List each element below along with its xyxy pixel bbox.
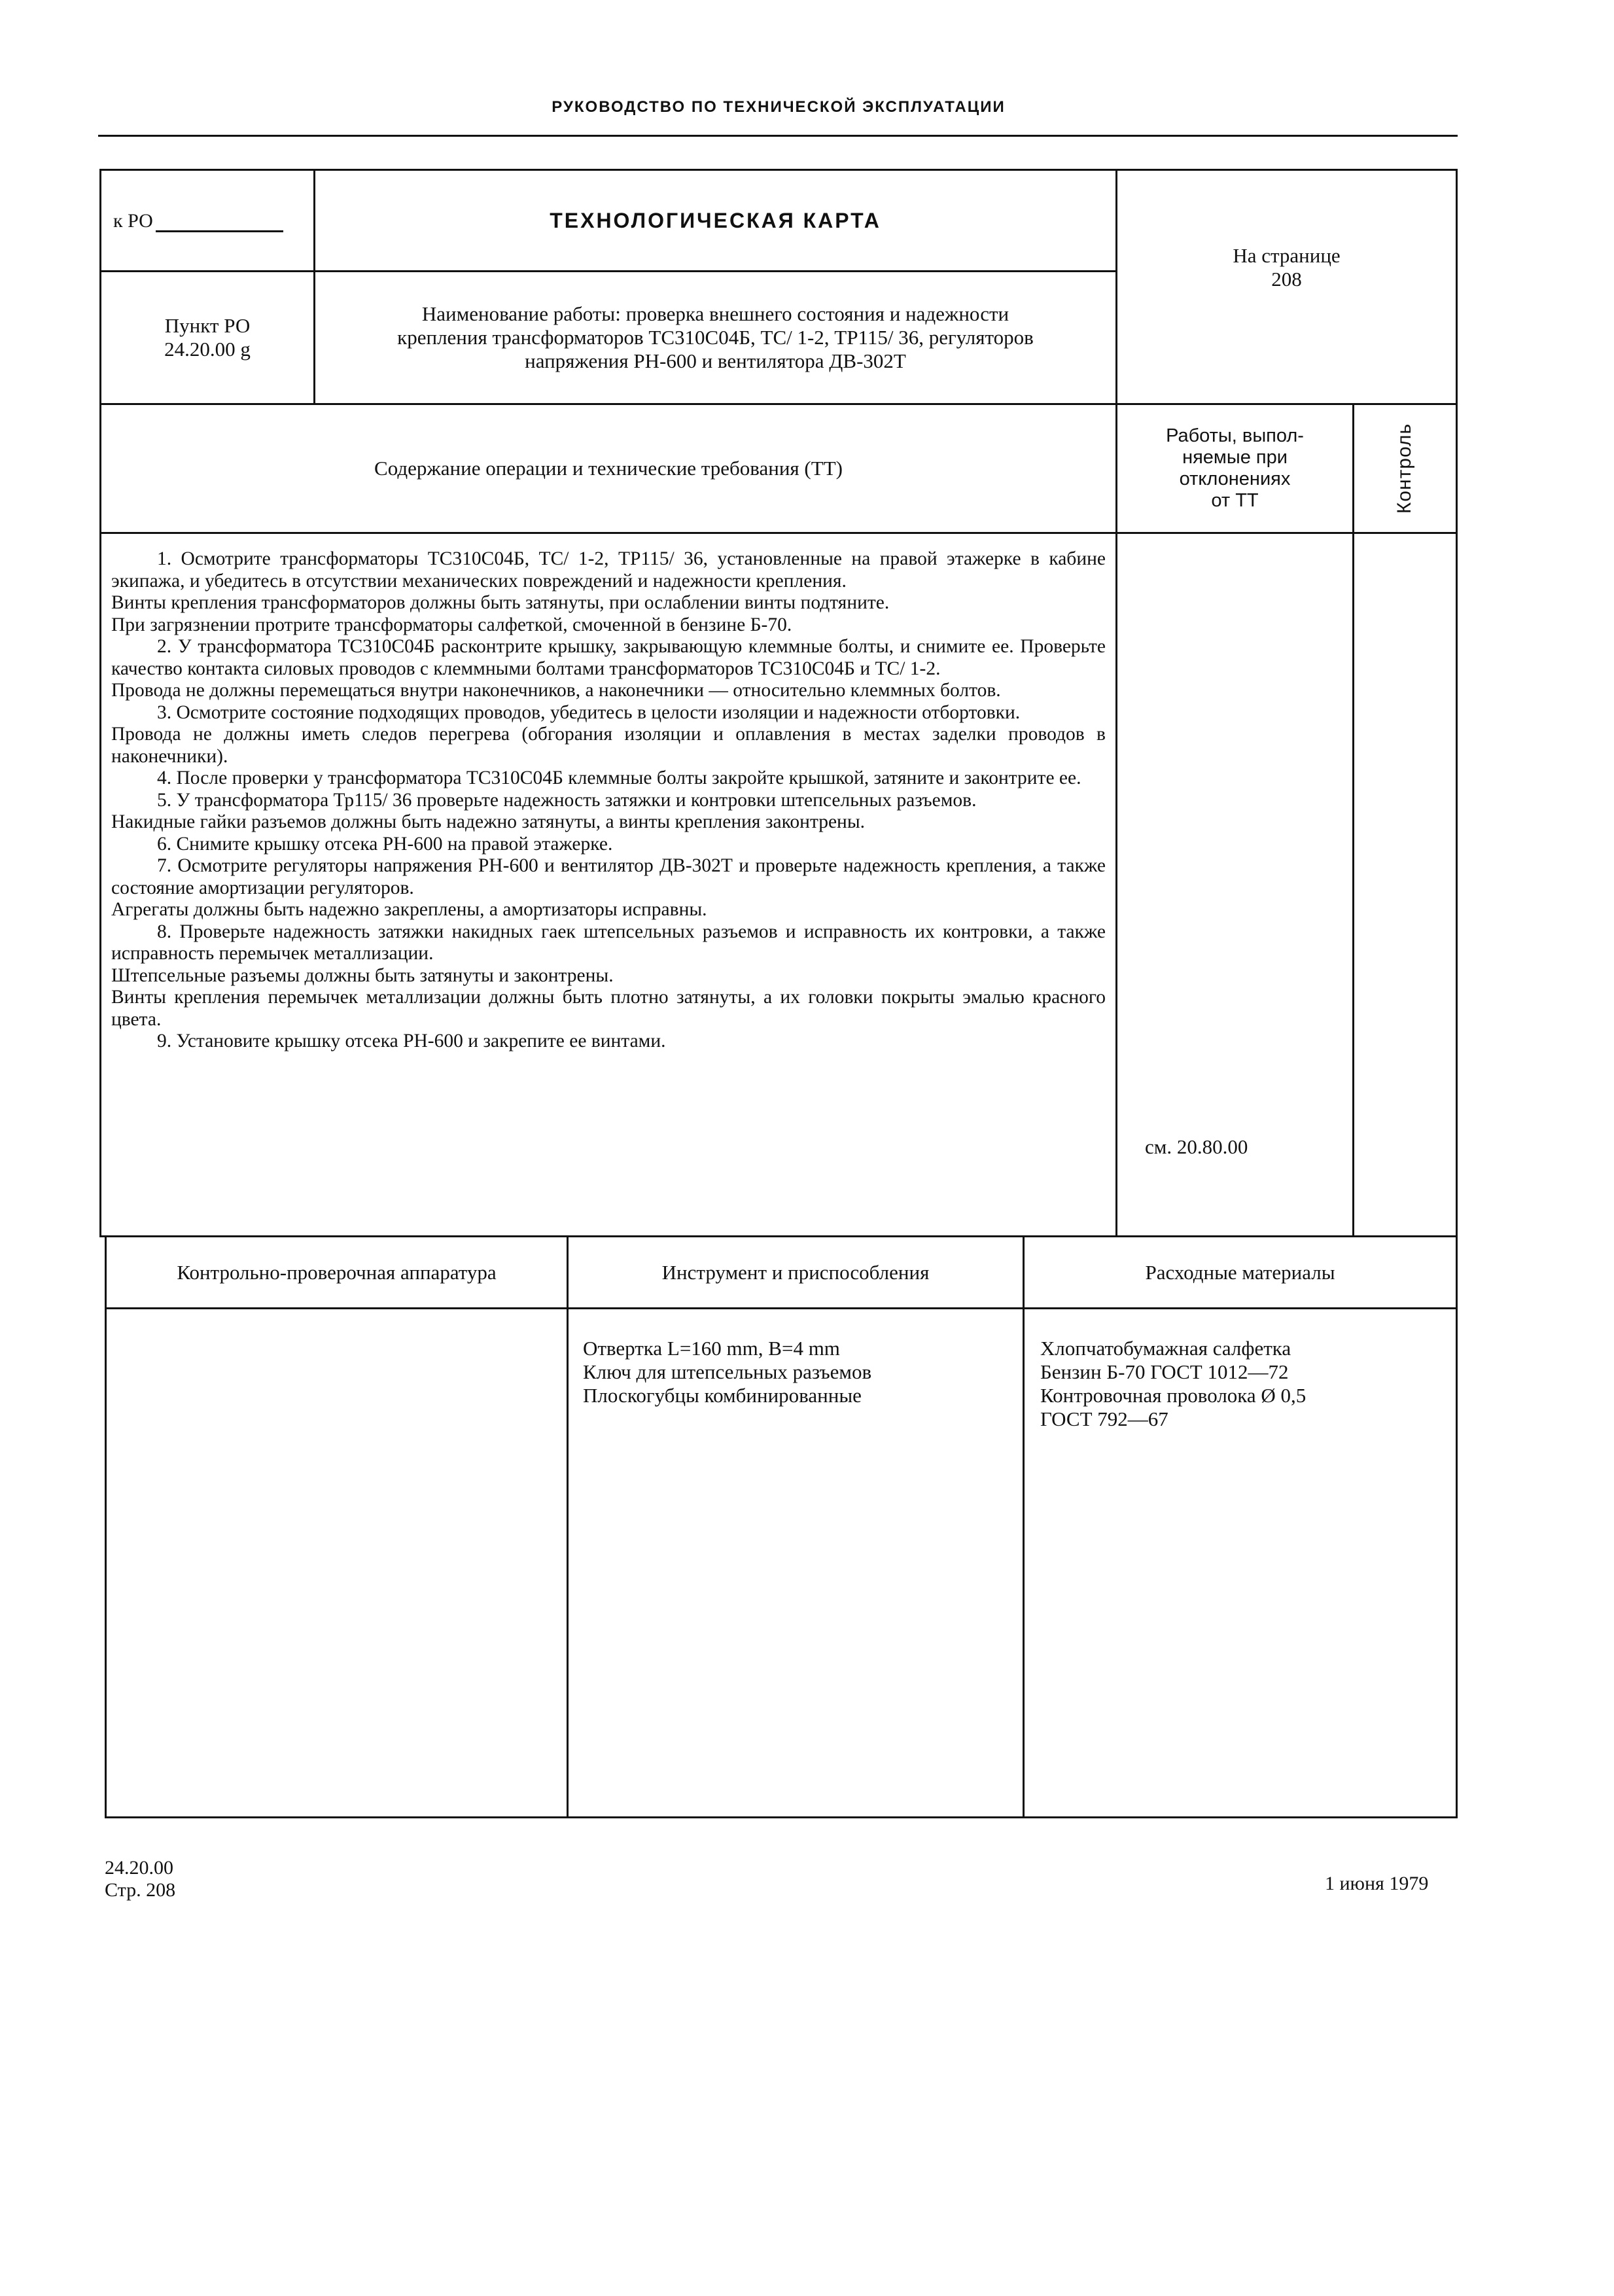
operation-paragraph: 1. Осмотрите трансформаторы ТС310С04Б, ТС/ 1-2, ТР115/ 36, установленные на правой этажерке в кабине экипажа, и убедитесь в отсутствии механических повреждений и надежности крепления. [111, 548, 1106, 592]
deviation-reference: см. 20.80.00 [1145, 1135, 1248, 1158]
footer-page: Стр. 208 [105, 1879, 176, 1901]
materials-header-cell [1023, 1235, 1458, 1309]
materials-header: Расходные материалы [1145, 1260, 1335, 1284]
tools-cell [567, 1307, 1025, 1818]
page-ref-label: На странице [1233, 243, 1341, 267]
operation-paragraph: 8. Проверьте надежность затяжки накидных гаек штепсельных разъемов и исправность их контровки, а также исправность перемычек металлизации. [111, 921, 1106, 964]
tool-item: Отвертка L=160 mm, B=4 mm [583, 1337, 840, 1360]
deviation-header-line: Работы, выпол- [1166, 425, 1304, 446]
deviation-header-line: няемые при [1182, 447, 1288, 468]
operation-paragraph: Винты крепления трансформаторов должны быть затянуты, при ослаблении винты подтяните. [111, 592, 890, 613]
footer-date: 1 июня 1979 [1325, 1873, 1429, 1894]
work-name-line: Наименование работы: проверка внешнего состояния и надежности [421, 302, 1009, 325]
operation-paragraph: 4. После проверки у трансформатора ТС310С04Б клеммные болты закройте крышкой, затяните и законтрите ее. [157, 768, 1081, 788]
equipment-cell [105, 1307, 569, 1818]
operation-paragraph: 2. У трансформатора ТС310С04Б расконтрите крышку, закрывающую клеммные болты, и снимите ее. Проверьте качество контакта силовых проводов с клеммными болтами трансформаторов ТС310С04Б и ТС/ 1-2. [111, 636, 1106, 679]
operation-paragraph: Винты крепления перемычек металлизации должны быть плотно затянуты, а их головки покрыты эмалью красного цвета. [111, 987, 1106, 1030]
item-cell [99, 270, 315, 405]
deviation-header-line: отклонениях [1179, 468, 1291, 489]
title-cell [313, 169, 1117, 272]
operation-paragraph: 6. Снимите крышку отсека РН-600 на правой этажерке. [157, 833, 613, 855]
tool-item: Плоскогубцы комбинированные [583, 1384, 862, 1407]
operation-paragraph: 9. Установите крышку отсека РН-600 и закрепите ее винтами. [157, 1031, 666, 1051]
materials-cell [1023, 1307, 1458, 1818]
operation-paragraph: 5. У трансформатора Тр115/ 36 проверьте надежность затяжки и контровки штепсельных разъемов. [157, 789, 977, 811]
work-name-cell [313, 270, 1117, 405]
tools-header-cell [567, 1235, 1025, 1309]
content-header-text: Содержание операции и технические требования (ТТ) [374, 457, 843, 480]
work-name-line: напряжения РН-600 и вентилятора ДВ-302Т [525, 349, 906, 372]
work-name-line: крепления трансформаторов ТС310С04Б, ТС/ 1-2, ТР115/ 36, регуляторов [397, 326, 1034, 349]
material-item: Контровочная проволока Ø 0,5 [1040, 1384, 1307, 1407]
page-ref-cell [1115, 169, 1458, 405]
ko-label: к РО [113, 210, 153, 232]
manual-header: РУКОВОДСТВО ПО ТЕХНИЧЕСКОЙ ЭКСПЛУАТАЦИИ [552, 98, 1006, 116]
ko-cell [99, 169, 315, 272]
page-ref-number: 208 [1271, 267, 1302, 291]
operation-paragraph: Штепсельные разъемы должны быть затянуты и законтрены. [111, 964, 614, 986]
equipment-header-cell [105, 1235, 569, 1309]
material-item: Хлопчатобумажная салфетка [1040, 1337, 1291, 1360]
material-item: Бензин Б-70 ГОСТ 1012—72 [1040, 1360, 1289, 1383]
card-title: ТЕХНОЛОГИЧЕСКАЯ КАРТА [550, 208, 881, 232]
tools-header: Инструмент и приспособления [661, 1260, 930, 1284]
deviation-cell [1115, 532, 1354, 1237]
control-cell [1352, 532, 1458, 1237]
deviation-column-header [1115, 403, 1354, 534]
operation-paragraph: Агрегаты должны быть надежно закреплены, а амортизаторы исправны. [111, 899, 707, 920]
item-label: Пункт РО [164, 314, 251, 337]
operation-paragraph: 3. Осмотрите состояние подходящих проводов, убедитесь в целости изоляции и надежности отбортовки. [157, 701, 1021, 723]
deviation-header-line: от ТТ [1211, 490, 1259, 511]
equipment-header: Контрольно-проверочная аппаратура [177, 1260, 497, 1284]
control-column-header [1352, 403, 1458, 534]
content-column-header [99, 403, 1117, 534]
operation-paragraph: 7. Осмотрите регуляторы напряжения РН-600 и вентилятор ДВ-302Т и проверьте надежность крепления, а также состояние амортизации регуляторов. [111, 855, 1106, 898]
control-header-text: Контроль [1394, 423, 1416, 514]
operation-paragraph: При загрязнении протрите трансформаторы салфеткой, смоченной в бензине Б-70. [111, 614, 792, 635]
header-rule [98, 135, 1458, 137]
material-item: ГОСТ 792—67 [1040, 1407, 1168, 1430]
footer-left [105, 1857, 175, 1901]
operations-text [111, 548, 1106, 1053]
item-number: 24.20.00 g [164, 338, 251, 361]
ko-blank-line [156, 212, 283, 232]
operation-paragraph: Провода не должны перемещаться внутри наконечников, а наконечники — относительно клеммных болтов. [111, 680, 1001, 701]
tool-item: Ключ для штепсельных разъемов [583, 1360, 872, 1383]
footer-code: 24.20.00 [105, 1857, 173, 1879]
operation-paragraph: Накидные гайки разъемов должны быть надежно затянуты, а винты крепления законтрены. [111, 811, 866, 832]
operation-paragraph: Провода не должны иметь следов перегрева (обгорания изоляции и оплавления в местах заделки проводов в наконечники). [111, 724, 1106, 767]
